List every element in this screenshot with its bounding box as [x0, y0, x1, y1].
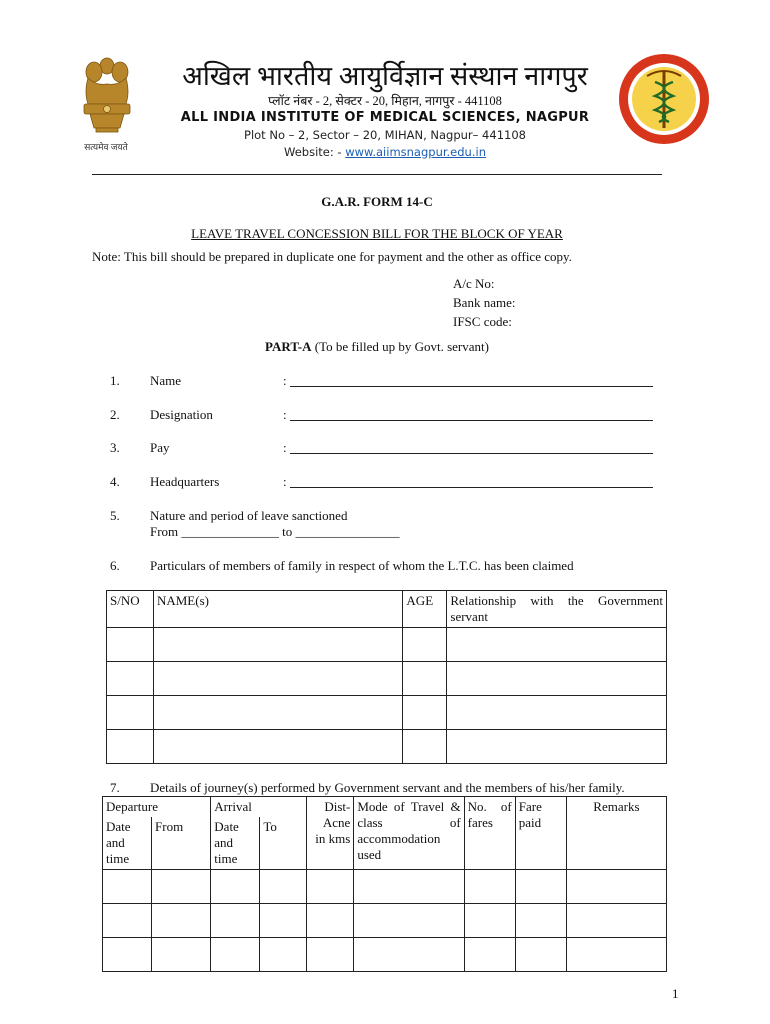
mode-of-travel-header: Mode of Travel & class of accommodation used	[354, 797, 464, 870]
emblem-caption: सत्यमेव जयते	[84, 142, 128, 152]
table-row	[107, 628, 667, 662]
table-cell[interactable]	[211, 904, 260, 938]
arrival-to-header: To	[260, 817, 307, 870]
table-cell[interactable]	[354, 904, 464, 938]
names-header: NAME(s)	[153, 591, 402, 628]
english-institute-title: ALL INDIA INSTITUTE OF MEDICAL SCIENCES, NAGPUR	[180, 110, 590, 125]
hindi-address: प्लॉट नंबर - 2, सेक्टर - 20, मिहान, नागपुर - 441108	[268, 94, 502, 108]
website-link[interactable]: www.aiimsnagpur.edu.in	[345, 145, 486, 159]
part-a-heading	[92, 339, 662, 355]
table-cell[interactable]	[515, 938, 566, 972]
name-label: Name	[150, 373, 182, 388]
designation-field[interactable]	[290, 406, 653, 421]
family-table-header	[107, 591, 667, 628]
table-cell[interactable]	[153, 696, 402, 730]
item-2-number: 2.	[110, 407, 120, 422]
item-4-number: 4.	[110, 474, 120, 489]
leave-period-field[interactable]: From _______________ to ________________	[150, 524, 400, 539]
hindi-institute-title: अखिल भारतीय आयुर्विज्ञान संस्थान नागपुर	[182, 61, 588, 91]
headquarters-label: Headquarters	[150, 474, 220, 489]
table-cell[interactable]	[260, 938, 307, 972]
remarks-header: Remarks	[566, 797, 666, 870]
table-cell[interactable]	[107, 730, 154, 764]
website-line	[170, 145, 600, 159]
table-cell[interactable]	[152, 938, 211, 972]
age-header: AGE	[403, 591, 447, 628]
leave-nature-label: Nature and period of leave sanctioned	[150, 508, 348, 523]
table-cell[interactable]	[354, 938, 464, 972]
headquarters-colon: :	[283, 474, 287, 489]
table-cell[interactable]	[107, 662, 154, 696]
table-cell[interactable]	[447, 662, 667, 696]
item-6-number: 6.	[110, 558, 120, 573]
item-7-number: 7.	[110, 780, 120, 795]
table-cell[interactable]	[566, 904, 666, 938]
departure-header: Departure	[103, 797, 211, 818]
table-cell[interactable]	[447, 696, 667, 730]
table-cell[interactable]	[153, 730, 402, 764]
aiims-logo-icon	[617, 52, 711, 146]
table-cell[interactable]	[152, 904, 211, 938]
table-row	[103, 904, 667, 938]
table-cell[interactable]	[153, 662, 402, 696]
name-colon: :	[283, 373, 287, 388]
form-number: G.A.R. FORM 14-C	[321, 194, 433, 209]
fares-count-header: No. of fares	[464, 797, 515, 870]
table-cell[interactable]	[464, 870, 515, 904]
arrival-header: Arrival	[211, 797, 307, 818]
designation-colon: :	[283, 407, 287, 422]
table-cell[interactable]	[260, 904, 307, 938]
table-cell[interactable]	[464, 938, 515, 972]
family-particulars-label: Particulars of members of family in respect of whom the L.T.C. has been claimed	[150, 558, 574, 573]
national-emblem-icon	[74, 52, 140, 140]
table-cell[interactable]	[103, 904, 152, 938]
departure-date-header: Date and time	[103, 817, 152, 870]
table-cell[interactable]	[403, 730, 447, 764]
table-row	[103, 870, 667, 904]
distance-header: Dist-Acne in kms	[307, 797, 354, 870]
table-cell[interactable]	[403, 696, 447, 730]
journey-table-group-header	[103, 797, 667, 818]
header-divider	[92, 174, 662, 175]
arrival-date-header: Date and time	[211, 817, 260, 870]
table-cell[interactable]	[566, 870, 666, 904]
table-cell[interactable]	[403, 628, 447, 662]
pay-field[interactable]	[290, 439, 653, 454]
table-row	[107, 662, 667, 696]
ifsc-code-label: IFSC code:	[453, 314, 512, 329]
table-cell[interactable]	[354, 870, 464, 904]
table-cell[interactable]	[260, 870, 307, 904]
headquarters-field[interactable]	[290, 473, 653, 488]
table-cell[interactable]	[447, 730, 667, 764]
table-cell[interactable]	[307, 870, 354, 904]
english-address: Plot No – 2, Sector – 20, MIHAN, Nagpur– 441108	[244, 128, 526, 142]
bill-title	[92, 226, 662, 242]
item-1-number: 1.	[110, 373, 120, 388]
pay-label: Pay	[150, 440, 170, 455]
journey-details-table	[102, 796, 667, 972]
name-field[interactable]	[290, 372, 653, 387]
table-cell[interactable]	[152, 870, 211, 904]
table-cell[interactable]	[211, 938, 260, 972]
sno-header: S/NO	[107, 591, 154, 628]
journey-details-label: Details of journey(s) performed by Government servant and the members of his/her family.	[150, 780, 625, 795]
table-cell[interactable]	[403, 662, 447, 696]
table-row	[103, 938, 667, 972]
table-cell[interactable]	[447, 628, 667, 662]
family-members-table	[106, 590, 667, 764]
duplicate-note: Note: This bill should be prepared in duplicate one for payment and the other as office copy.	[92, 249, 572, 264]
item-3-number: 3.	[110, 440, 120, 455]
part-a-label: PART-A	[265, 339, 312, 354]
part-a-description: (To be filled up by Govt. servant)	[311, 339, 489, 354]
designation-label: Designation	[150, 407, 213, 422]
website-prefix: Website: -	[284, 145, 346, 159]
table-cell[interactable]	[307, 938, 354, 972]
table-cell[interactable]	[464, 904, 515, 938]
bank-name-label: Bank name:	[453, 295, 516, 310]
page-number: 1	[672, 986, 679, 1001]
table-row	[107, 730, 667, 764]
table-row	[107, 696, 667, 730]
bill-title-text: LEAVE TRAVEL CONCESSION BILL FOR THE BLOCK OF YEAR	[191, 226, 563, 241]
fare-paid-header: Fare paid	[515, 797, 566, 870]
table-cell[interactable]	[566, 938, 666, 972]
table-cell[interactable]	[515, 870, 566, 904]
table-cell[interactable]	[103, 870, 152, 904]
account-number-label: A/c No:	[453, 276, 495, 291]
table-cell[interactable]	[211, 870, 260, 904]
departure-from-header: From	[152, 817, 211, 870]
table-cell[interactable]	[107, 696, 154, 730]
pay-colon: :	[283, 440, 287, 455]
table-cell[interactable]	[103, 938, 152, 972]
table-cell[interactable]	[515, 904, 566, 938]
table-cell[interactable]	[307, 904, 354, 938]
item-5-number: 5.	[110, 508, 120, 523]
relationship-header: Relationship with the Government servant	[447, 591, 667, 628]
table-cell[interactable]	[153, 628, 402, 662]
table-cell[interactable]	[107, 628, 154, 662]
